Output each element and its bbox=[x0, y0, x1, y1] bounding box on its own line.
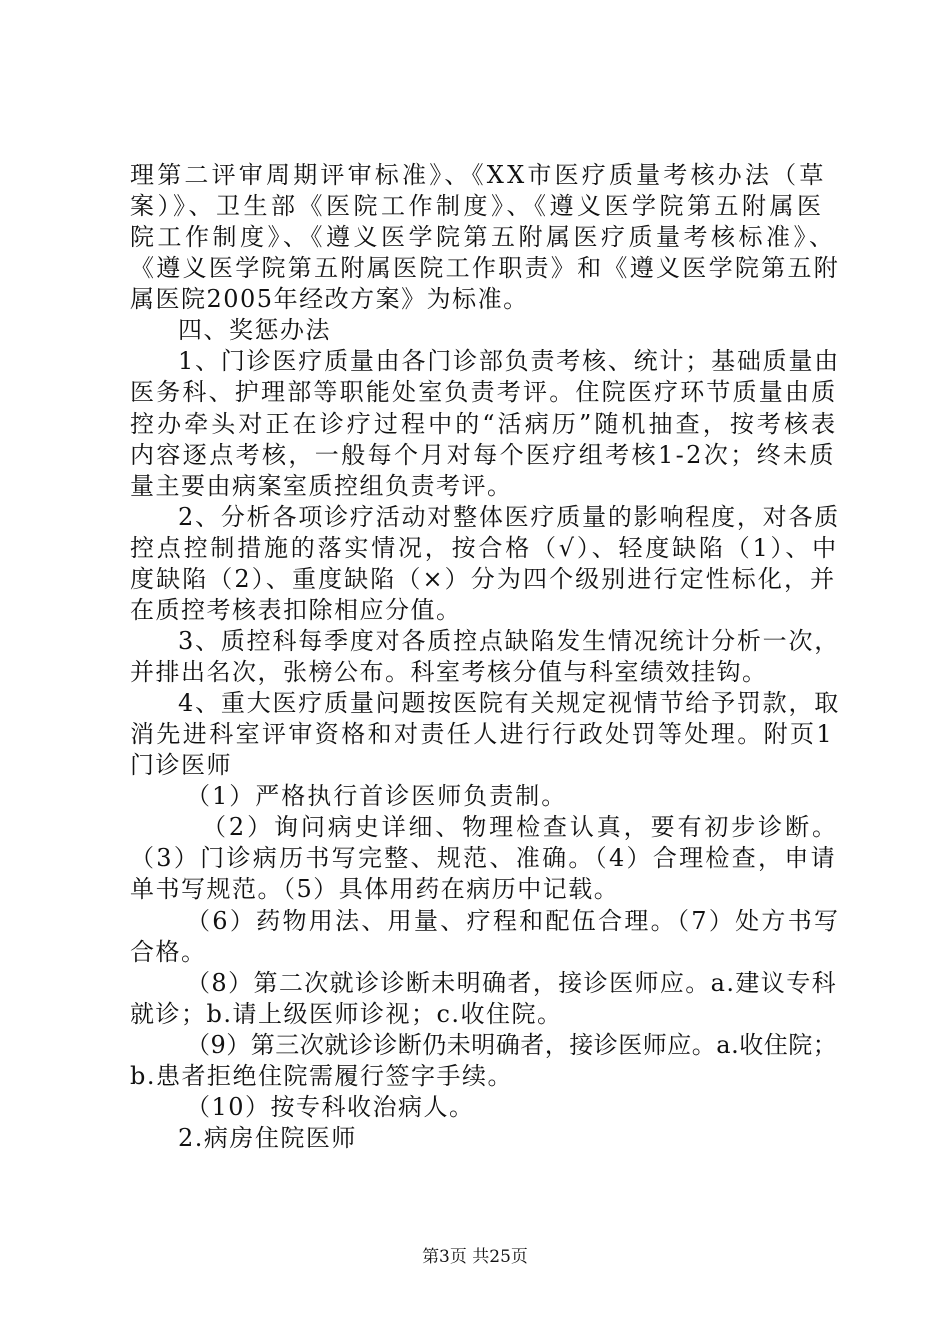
text-line: 控点控制措施的落实情况，按合格（√）、轻度缺陷（1）、中 bbox=[130, 534, 839, 562]
list-item: 就诊；b.请上级医师诊视；c.收住院。 bbox=[130, 1000, 563, 1028]
list-item: （10）按专科收治病人。 bbox=[186, 1093, 475, 1121]
list-item: （9）第三次就诊诊断仍未明确者，接诊医师应。a.收住院； bbox=[186, 1031, 838, 1059]
text-line: 3、质控科每季度对各质控点缺陷发生情况统计分析一次， bbox=[178, 627, 841, 655]
list-item: （2）询问病史详细、物理检查认真，要有初步诊断。 bbox=[202, 813, 839, 841]
section-heading: 四、奖惩办法 bbox=[178, 316, 331, 344]
list-item: （8）第二次就诊诊断未明确者，接诊医师应。a.建议专科 bbox=[186, 969, 838, 997]
text-line: 在质控考核表扣除相应分值。 bbox=[130, 596, 462, 624]
section-heading: 2.病房住院医师 bbox=[178, 1124, 357, 1152]
text-line: 《遵义医学院第五附属医院工作职责》和《遵义医学院第五附 bbox=[130, 254, 841, 282]
text-line: 理第二评审周期评审标准》、《XX市医疗质量考核办法（草 bbox=[130, 161, 827, 189]
text-line: 控办牵头对正在诊疗过程中的“活病历”随机抽查，按考核表 bbox=[130, 410, 839, 438]
text-line: 内容逐点考核，一般每个月对每个医疗组考核1-2次；终未质 bbox=[130, 441, 836, 469]
text-line: 院工作制度》、《遵义医学院第五附属医疗质量考核标准》、 bbox=[130, 223, 837, 251]
list-item: （6）药物用法、用量、疗程和配伍合理。（7）处方书写 bbox=[186, 907, 841, 935]
list-item: （3）门诊病历书写完整、规范、准确。（4）合理检查，申请 bbox=[130, 844, 837, 872]
list-item: 单书写规范。（5）具体用药在病历中记载。 bbox=[130, 875, 620, 903]
text-line: 2、分析各项诊疗活动对整体医疗质量的影响程度，对各质 bbox=[178, 503, 841, 531]
text-line: 并排出名次，张榜公布。科室考核分值与科室绩效挂钩。 bbox=[130, 658, 768, 686]
text-line: 量主要由病案室质控组负责考评。 bbox=[130, 472, 513, 500]
text-line: 4、重大医疗质量问题按医院有关规定视情节给予罚款，取 bbox=[178, 689, 841, 717]
text-line: 医务科、护理部等职能处室负责考评。住院医疗环节质量由质 bbox=[130, 378, 838, 406]
text-line: 消先进科室评审资格和对责任人进行行政处罚等处理。附页1 bbox=[130, 720, 835, 748]
text-line: 度缺陷（2）、重度缺陷（×）分为四个级别进行定性标化，并 bbox=[130, 565, 837, 593]
page-footer: 第3页 共25页 bbox=[422, 1247, 528, 1267]
text-line: 属医院2005年经改方案》为标准。 bbox=[130, 285, 529, 313]
list-item: b.患者拒绝住院需履行签字手续。 bbox=[130, 1062, 513, 1090]
text-line: 门诊医师 bbox=[130, 751, 232, 779]
text-line: 案）》、卫生部《医院工作制度》、《遵义医学院第五附属医 bbox=[130, 192, 825, 220]
list-item: 合格。 bbox=[130, 938, 207, 966]
list-item: （1）严格执行首诊医师负责制。 bbox=[186, 782, 568, 810]
text-line: 1、门诊医疗质量由各门诊部负责考核、统计；基础质量由 bbox=[178, 347, 841, 375]
